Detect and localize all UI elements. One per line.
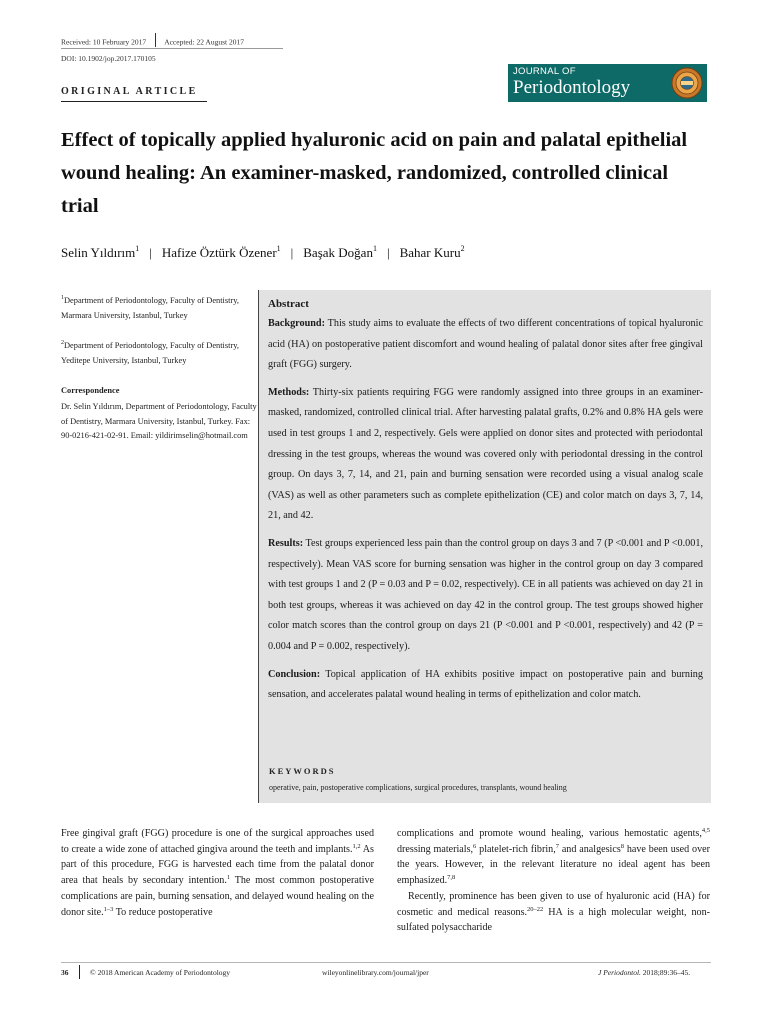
abstract-section-text: Thirty-six patients requiring FGG were randomly assigned into three groups in an examiner-masked, randomized, controlled clinical trial. After harvesting palatal grafts, 0.2% and 0.8% HA gels were used in test groups 1 and 2, respectively. Gels were applied on donor sites and protected with periodontal dressing in the test groups, whereas the wound was covered only with periodontal dressing in the control group. On days 3, 7, 14, and 21, pain and burning sensation were recorded using a visual analog scale (VAS) as well as other parameters such as complete epithelization (CE) and color match on days 3, 7, 14, 21, and 42. [268, 386, 703, 522]
affiliation-mark: 2 [61, 340, 64, 346]
footer-separator [79, 965, 80, 979]
citation-journal: J Periodontol. [598, 968, 641, 977]
abstract-background [268, 314, 703, 376]
citation-ref: 6 [473, 842, 477, 850]
author-affiliation-mark: 2 [460, 244, 465, 253]
citation-ref: 1–3 [103, 905, 114, 913]
abstract-section-text: Test groups experienced less pain than the control group on days 3 and 7 (P <0.001 and P <0.001, respectively). Mean VAS score for burning sensation was higher in the control group on day 3 compared with test groups 1 and 2 (P = 0.03 and P = 0.02, respectively). CE in all patients was achieved on day 21 in both test groups, whereas it was achieved on day 42 in the control group. The test groups showed higher color match scores than the control group on days 21 (P <0.001 and P <0.001, respectively) and 42 (P = 0.004 and P = 0.002, respectively). [268, 537, 703, 652]
header-divider [61, 48, 283, 49]
abstract-section-text: Topical application of HA exhibits positive impact on postoperative pain and burning sensation, and accelerates palatal wound healing in terms of epithelization and color match. [268, 668, 703, 701]
journal-url[interactable]: wileyonlinelibrary.com/journal/jper [322, 968, 429, 977]
author-name: Başak Doğan [303, 245, 373, 260]
abstract-label: Background: [268, 318, 325, 329]
article-title: Effect of topically applied hyaluronic acid on pain and palatal epithelial wound healing: An examiner-masked, randomized, controlled clinical trial [61, 129, 688, 217]
footer-divider [61, 962, 711, 963]
author-separator: | [290, 245, 294, 260]
abstract-section-text: This study aims to evaluate the effects of two different concentrations of topical hyaluronic acid (HA) on postoperative patient discomfort and wound healing of palatal donor sites after free gingival graft (FGG) surgery. [268, 318, 703, 371]
citation-ref: 4,5 [701, 827, 710, 834]
author-affiliation-mark: 1 [135, 244, 140, 253]
accepted-date: Accepted: 22 August 2017 [164, 37, 244, 47]
author-affiliation-mark: 1 [372, 244, 377, 253]
correspondence-text: Dr. Selin Yıldırım, Department of Periodontology, Faculty of Dentistry, Marmara University, Istanbul, Turkey. Fax: 90-0216-421-02-91. Email: yildirimselin@hotmail.com [61, 402, 257, 440]
body-column-left [61, 826, 374, 920]
affiliation-text: Department of Periodontology, Faculty of Dentistry, Yeditepe University, Istanbul, Turkey [61, 341, 239, 365]
journal-logo-name: Periodontology [513, 77, 631, 98]
author-separator: | [386, 245, 390, 260]
article-type-underline [61, 101, 207, 102]
abstract-label: Conclusion: [268, 668, 321, 680]
abstract [268, 296, 703, 713]
body-paragraph: Recently, prominence has been given to use of hyaluronic acid (HA) for cosmetic and medical reasons.$^{20-22}$ HA is a high molecular weight, non-sulfated polysaccharide [397, 890, 710, 934]
citation-volume: 2018;89:36–45. [640, 968, 691, 977]
article-type: ORIGINAL ARTICLE [61, 86, 198, 97]
author-name: Selin Yıldırım [61, 245, 136, 260]
aap-seal-icon [671, 67, 703, 99]
citation-ref: 1,2 [352, 842, 361, 850]
author-affiliation-mark: 1 [276, 244, 281, 253]
affiliation-1 [61, 291, 257, 323]
affiliation-mark: 1 [61, 295, 64, 301]
received-date: Received: 10 February 2017 [61, 37, 147, 47]
doi: DOI: 10.1902/jop.2017.170105 [61, 54, 156, 63]
correspondence-heading: Correspondence [61, 386, 120, 395]
citation-ref: 1 [226, 874, 231, 882]
date-separator [155, 33, 156, 47]
copyright: © 2018 American Academy of Periodontology [90, 968, 231, 977]
journal-logo-small-text: JOURNAL OF [513, 66, 576, 77]
citation-ref: 8 [620, 842, 624, 850]
abstract-conclusion [268, 665, 703, 706]
affiliation-2 [61, 336, 257, 368]
citation-ref: 20–22 [527, 905, 544, 913]
author-separator: | [149, 245, 152, 260]
body-paragraph: complications and promote wound healing, various hemostatic agents,$^{4,5}$ dressing materials,$^6$ platelet-rich fibrin,$^7$ and analgesics$^8$ have been used over the years. However, in the relevant literature no ideal agent has been emphasized.$^{7,8}$ [397, 827, 710, 887]
citation-ref: 7,8 [447, 874, 456, 882]
abstract-label: Results: [268, 537, 304, 549]
page-number: 36 [61, 968, 69, 977]
abstract-results [268, 534, 703, 658]
abstract-methods [268, 383, 703, 527]
keywords: operative, pain, postoperative complications, surgical procedures, transplants, wound healing [269, 783, 567, 792]
author-name: Hafize Öztürk Özener [161, 245, 277, 260]
citation [598, 968, 690, 977]
abstract-label: Methods: [268, 386, 310, 398]
body-paragraph: Free gingival graft (FGG) procedure is one of the surgical approaches used to create a wide zone of attached gingiva around the teeth and implants.$^{1,2}$ As part of this procedure, FGG is harvested each time from the palatal donor area that heals by secondary intention.$^1$ The most common postoperative complications are pain, burning sensation, and delayed wound healing on the donor site.$^{1-3}$ To reduce postoperative [61, 828, 375, 918]
keywords-heading: KEYWORDS [269, 766, 336, 776]
abstract-heading: Abstract [268, 298, 309, 310]
citation-ref: 7 [555, 842, 559, 850]
body-column-right [397, 826, 710, 936]
author-name: Bahar Kuru [399, 245, 461, 260]
author-list [61, 244, 465, 261]
affiliation-text: Department of Periodontology, Faculty of Dentistry, Marmara University, Istanbul, Turkey [61, 296, 239, 320]
